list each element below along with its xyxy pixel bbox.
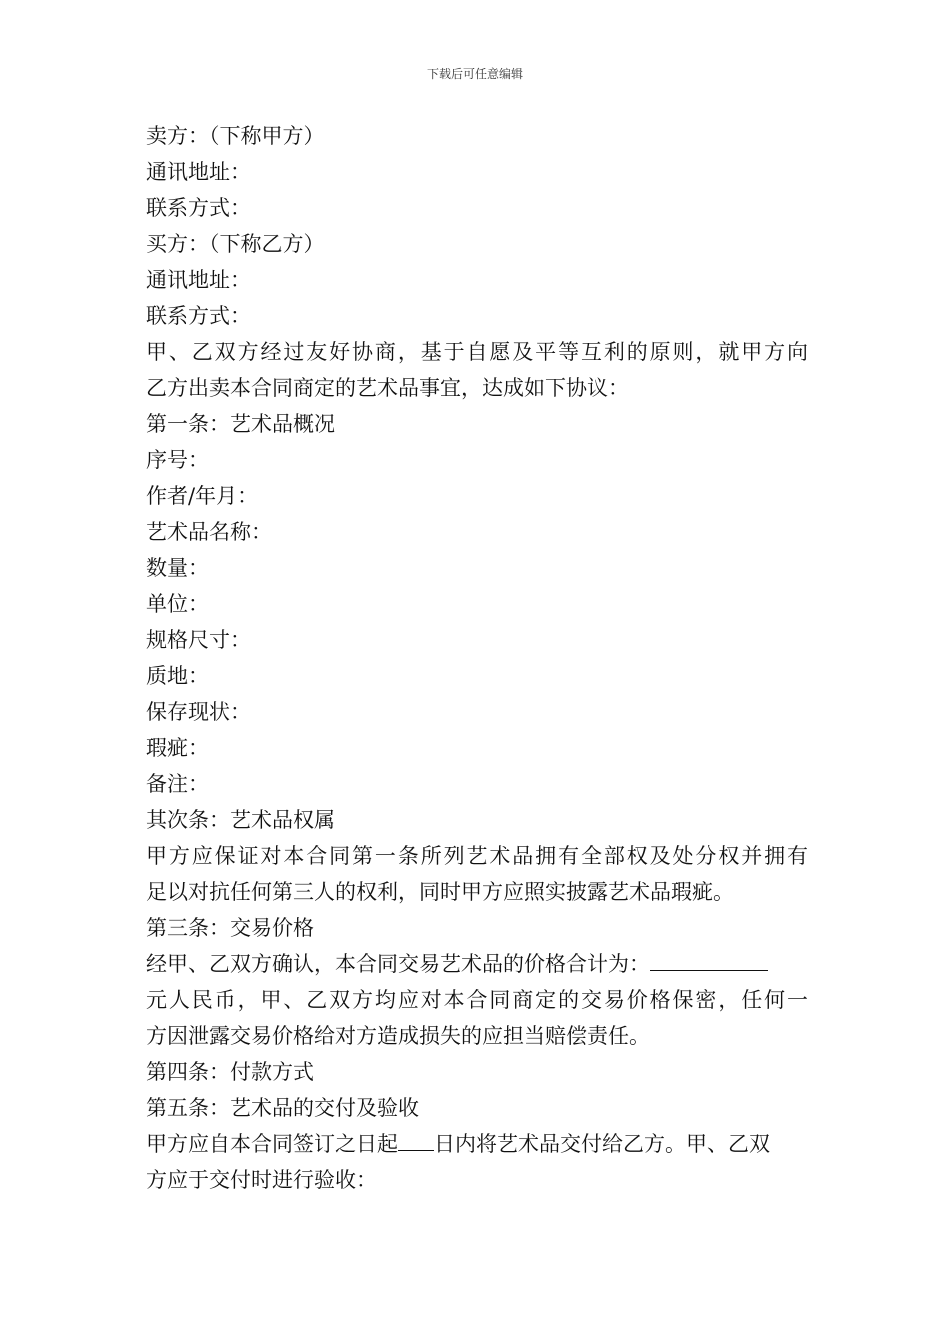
article-3-title: 第三条：交易价格	[146, 916, 314, 940]
price-blank	[650, 948, 768, 971]
article-5-title: 第五条：艺术品的交付及验收	[146, 1096, 419, 1120]
field-condition: 保存现状：	[146, 700, 251, 724]
article-3-line-2: 元人民币，甲、乙双方均应对本合同商定的交易价格保密，任何一	[146, 988, 808, 1012]
article-2-line-2: 足以对抗任何第三人的权利，同时甲方应照实披露艺术品瑕疵。	[146, 880, 734, 904]
page-header: 下载后可任意编辑	[426, 67, 523, 81]
article-2-line-1: 甲方应保证对本合同第一条所列艺术品拥有全部权及处分权并拥有	[146, 844, 808, 868]
contract-body	[146, 118, 808, 1198]
buyer-address: 通讯地址：	[146, 268, 251, 292]
article-5-line-2: 方应于交付时进行验收：	[146, 1168, 377, 1192]
buyer-contact: 联系方式：	[146, 304, 251, 328]
field-author-date: 作者/年月：	[146, 484, 259, 508]
seller-label: 卖方：（下称甲方）	[146, 124, 325, 148]
article-3-line-1	[146, 946, 808, 982]
field-serial-number: 序号：	[146, 448, 209, 472]
field-artwork-name: 艺术品名称：	[146, 520, 272, 544]
field-dimensions: 规格尺寸：	[146, 628, 251, 652]
preamble-line-1: 甲、乙双方经过友好协商，基于自愿及平等互利的原则，就甲方向	[146, 340, 808, 364]
field-remarks: 备注：	[146, 772, 209, 796]
article-2-title: 其次条：艺术品权属	[146, 808, 335, 832]
article-1-title: 第一条：艺术品概况	[146, 412, 335, 436]
article-5-line-1	[146, 1126, 808, 1162]
seller-address: 通讯地址：	[146, 160, 251, 184]
article-3-line-1-text: 经甲、乙双方确认，本合同交易艺术品的价格合计为：	[146, 952, 650, 976]
field-material: 质地：	[146, 664, 209, 688]
article-5-line-1-before: 甲方应自本合同签订之日起	[146, 1132, 398, 1156]
field-defects: 瑕疵：	[146, 736, 209, 760]
article-5-line-1-after: 日内将艺术品交付给乙方。甲、乙双	[434, 1132, 770, 1156]
buyer-label: 买方：（下称乙方）	[146, 232, 325, 256]
field-unit: 单位：	[146, 592, 209, 616]
article-4-title: 第四条：付款方式	[146, 1060, 314, 1084]
days-blank	[398, 1128, 434, 1151]
preamble-line-2: 乙方出卖本合同商定的艺术品事宜，达成如下协议：	[146, 376, 629, 400]
field-quantity: 数量：	[146, 556, 209, 580]
seller-contact: 联系方式：	[146, 196, 251, 220]
article-3-line-3: 方因泄露交易价格给对方造成损失的应担当赔偿责任。	[146, 1024, 650, 1048]
